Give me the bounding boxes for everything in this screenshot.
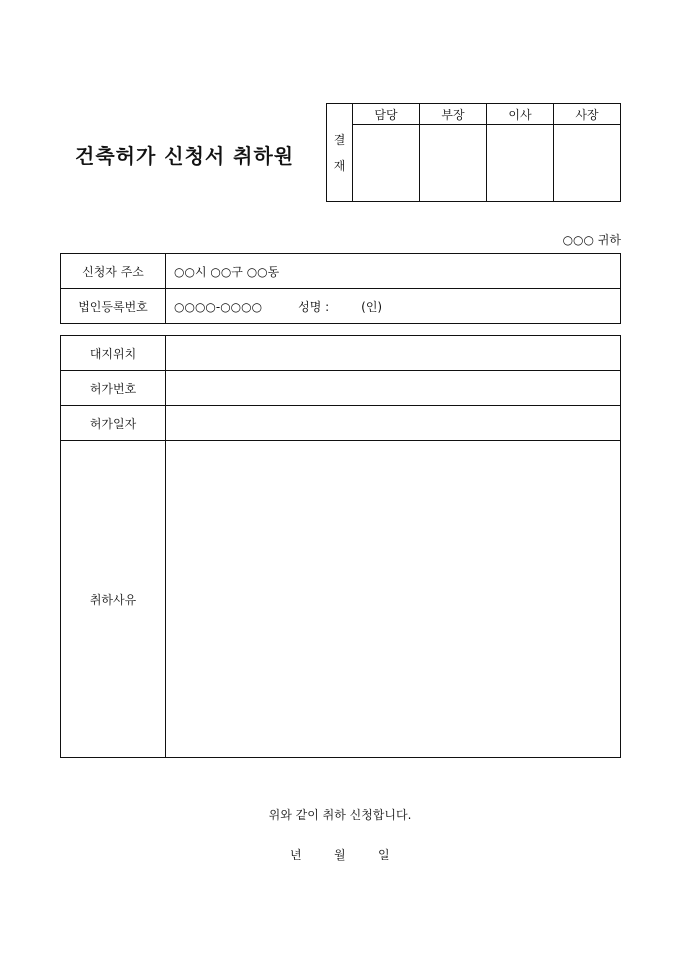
approval-header-executive: 이사 bbox=[487, 104, 554, 125]
seal-mark: (인) bbox=[361, 299, 383, 314]
approval-side-char-1: 결 bbox=[333, 132, 346, 147]
site-location-field[interactable] bbox=[166, 336, 621, 371]
date-line bbox=[290, 846, 422, 863]
statement-text: 위와 같이 취하 신청합니다. bbox=[268, 808, 412, 822]
name-label: 성명 : bbox=[298, 299, 330, 314]
details-table bbox=[60, 335, 621, 758]
approval-side-label bbox=[327, 104, 353, 202]
address-label: 신청자 주소 bbox=[61, 254, 166, 289]
approval-side-char-2: 재 bbox=[333, 158, 346, 173]
month-label: 월 bbox=[334, 848, 346, 862]
approval-header-president: 사장 bbox=[554, 104, 621, 125]
address-field[interactable]: ○○시 ○○구 ○○동 bbox=[166, 254, 621, 289]
approval-header-director: 부장 bbox=[420, 104, 487, 125]
recipient: ○○○ 귀하 bbox=[562, 233, 621, 247]
withdrawal-reason-label: 취하사유 bbox=[61, 441, 166, 758]
registration-number-label: 법인등록번호 bbox=[61, 289, 166, 324]
approval-box bbox=[326, 103, 621, 202]
permit-number-label: 허가번호 bbox=[61, 371, 166, 406]
approval-sign-cell[interactable] bbox=[487, 125, 554, 202]
document-title: 건축허가 신청서 취하원 bbox=[75, 144, 295, 168]
day-label: 일 bbox=[378, 848, 390, 862]
registration-row bbox=[166, 289, 621, 324]
approval-header-manager: 담당 bbox=[353, 104, 420, 125]
approval-sign-cell[interactable] bbox=[353, 125, 420, 202]
permit-number-field[interactable] bbox=[166, 371, 621, 406]
permit-date-field[interactable] bbox=[166, 406, 621, 441]
site-location-label: 대지위치 bbox=[61, 336, 166, 371]
approval-sign-cell[interactable] bbox=[554, 125, 621, 202]
applicant-table bbox=[60, 253, 621, 324]
approval-sign-cell[interactable] bbox=[420, 125, 487, 202]
year-label: 년 bbox=[290, 848, 302, 862]
permit-date-label: 허가일자 bbox=[61, 406, 166, 441]
registration-number-field[interactable]: ○○○○-○○○○ bbox=[174, 299, 263, 314]
withdrawal-reason-field[interactable] bbox=[166, 441, 621, 758]
